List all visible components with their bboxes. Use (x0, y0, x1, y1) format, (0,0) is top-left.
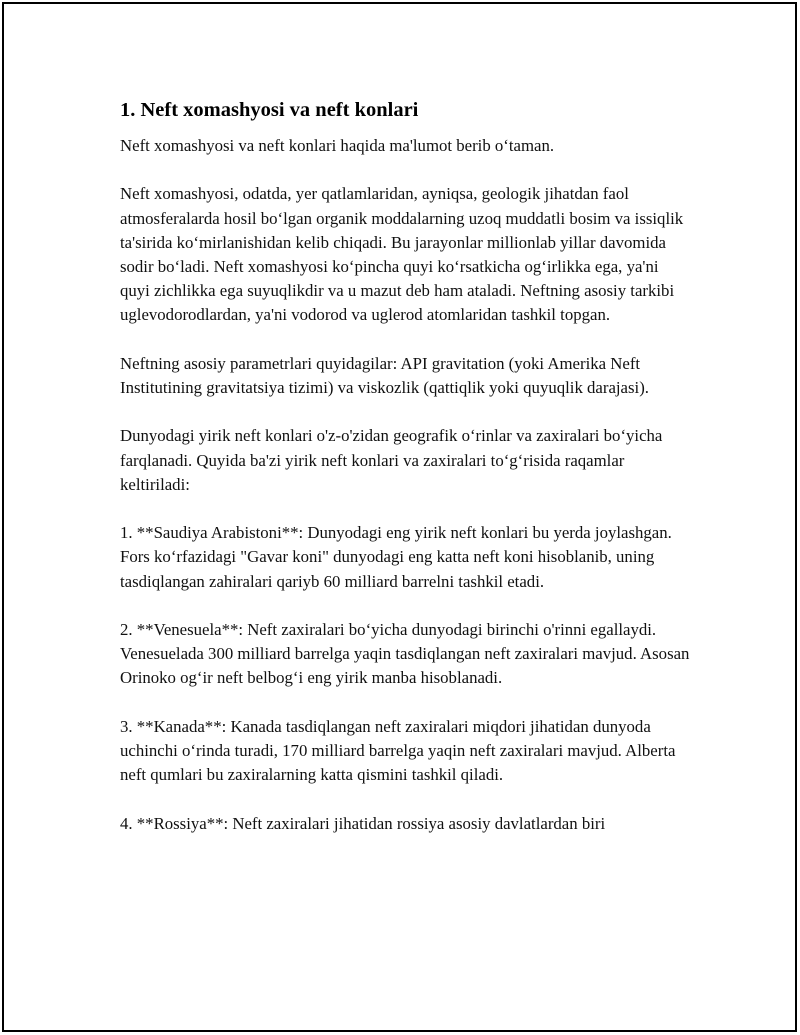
list-item-canada: 3. **Kanada**: Kanada tasdiqlangan neft zaxiralari miqdori jihatidan dunyoda uchinchi o‘rinda turadi, 170 milliard barrelga yaqin neft zaxiralari mavjud. Alberta neft qumlari bu zaxiralarning katta qismini tashkil qiladi. (120, 716, 676, 785)
paragraph-intro: Neft xomashyosi va neft konlari haqida ma'lumot berib o‘taman. (120, 136, 555, 155)
document-body (120, 96, 690, 860)
paragraph-origin: Neft xomashyosi, odatda, yer qatlamlaridan, ayniqsa, geologik jihatdan faol atmosferalarda hosil bo‘lgan organik moddalarning uzoq muddatli bosim va issiqlik ta'sirida ko‘mirlanishidan kelib chiqadi. Bu jarayonlar millionlab yillar davomida sodir bo‘ladi. Neft xomashyosi ko‘pincha quyi ko‘rsatkicha og‘irlikka ega, ya'ni quyi zichlikka ega suyuqlikdir va u mazut deb ham ataladi. Neftning asosiy tarkibi uglevodorodlardan, ya'ni vodorod va uglerod atomlaridan tashkil topgan. (120, 184, 684, 325)
list-item-venezuela: 2. **Venesuela**: Neft zaxiralari bo‘yicha dunyodagi birinchi o'rinni egallaydi. Venesuelada 300 milliard barrelga yaqin tasdiqlangan neft zaxiralari mavjud. Asosan Orinoko og‘ir neft belbog‘i eng yirik manba hisoblanadi. (120, 619, 690, 688)
list-item-saudi-arabia: 1. **Saudiya Arabistoni**: Dunyodagi eng yirik neft konlari bu yerda joylashgan. Fors ko‘rfazidagi "Gavar koni" dunyodagi eng katta neft koni hisoblanib, uning tasdiqlangan zahiralari qariyb 60 milliard barrelni tashkil etadi. (120, 523, 672, 591)
section-heading: 1. Neft xomashyosi va neft konlari (120, 99, 419, 121)
paragraph-major-fields: Dunyodagi yirik neft konlari o'z-o'zidan geografik o‘rinlar va zaxiralari bo‘yicha farqlanadi. Quyida ba'zi yirik neft konlari va zaxiralari to‘g‘risida raqamlar keltiriladi: (120, 426, 663, 494)
list-item-russia: 4. **Rossiya**: Neft zaxiralari jihatidan rossiya asosiy davlatlardan biri (120, 813, 606, 833)
page-frame (2, 2, 797, 1032)
paragraph-parameters: Neftning asosiy parametrlari quyidagilar: API gravitation (yoki Amerika Neft Institutining gravitatsiya tizimi) va viskozlik (qattiqlik yoki quyuqlik darajasi). (120, 353, 649, 397)
